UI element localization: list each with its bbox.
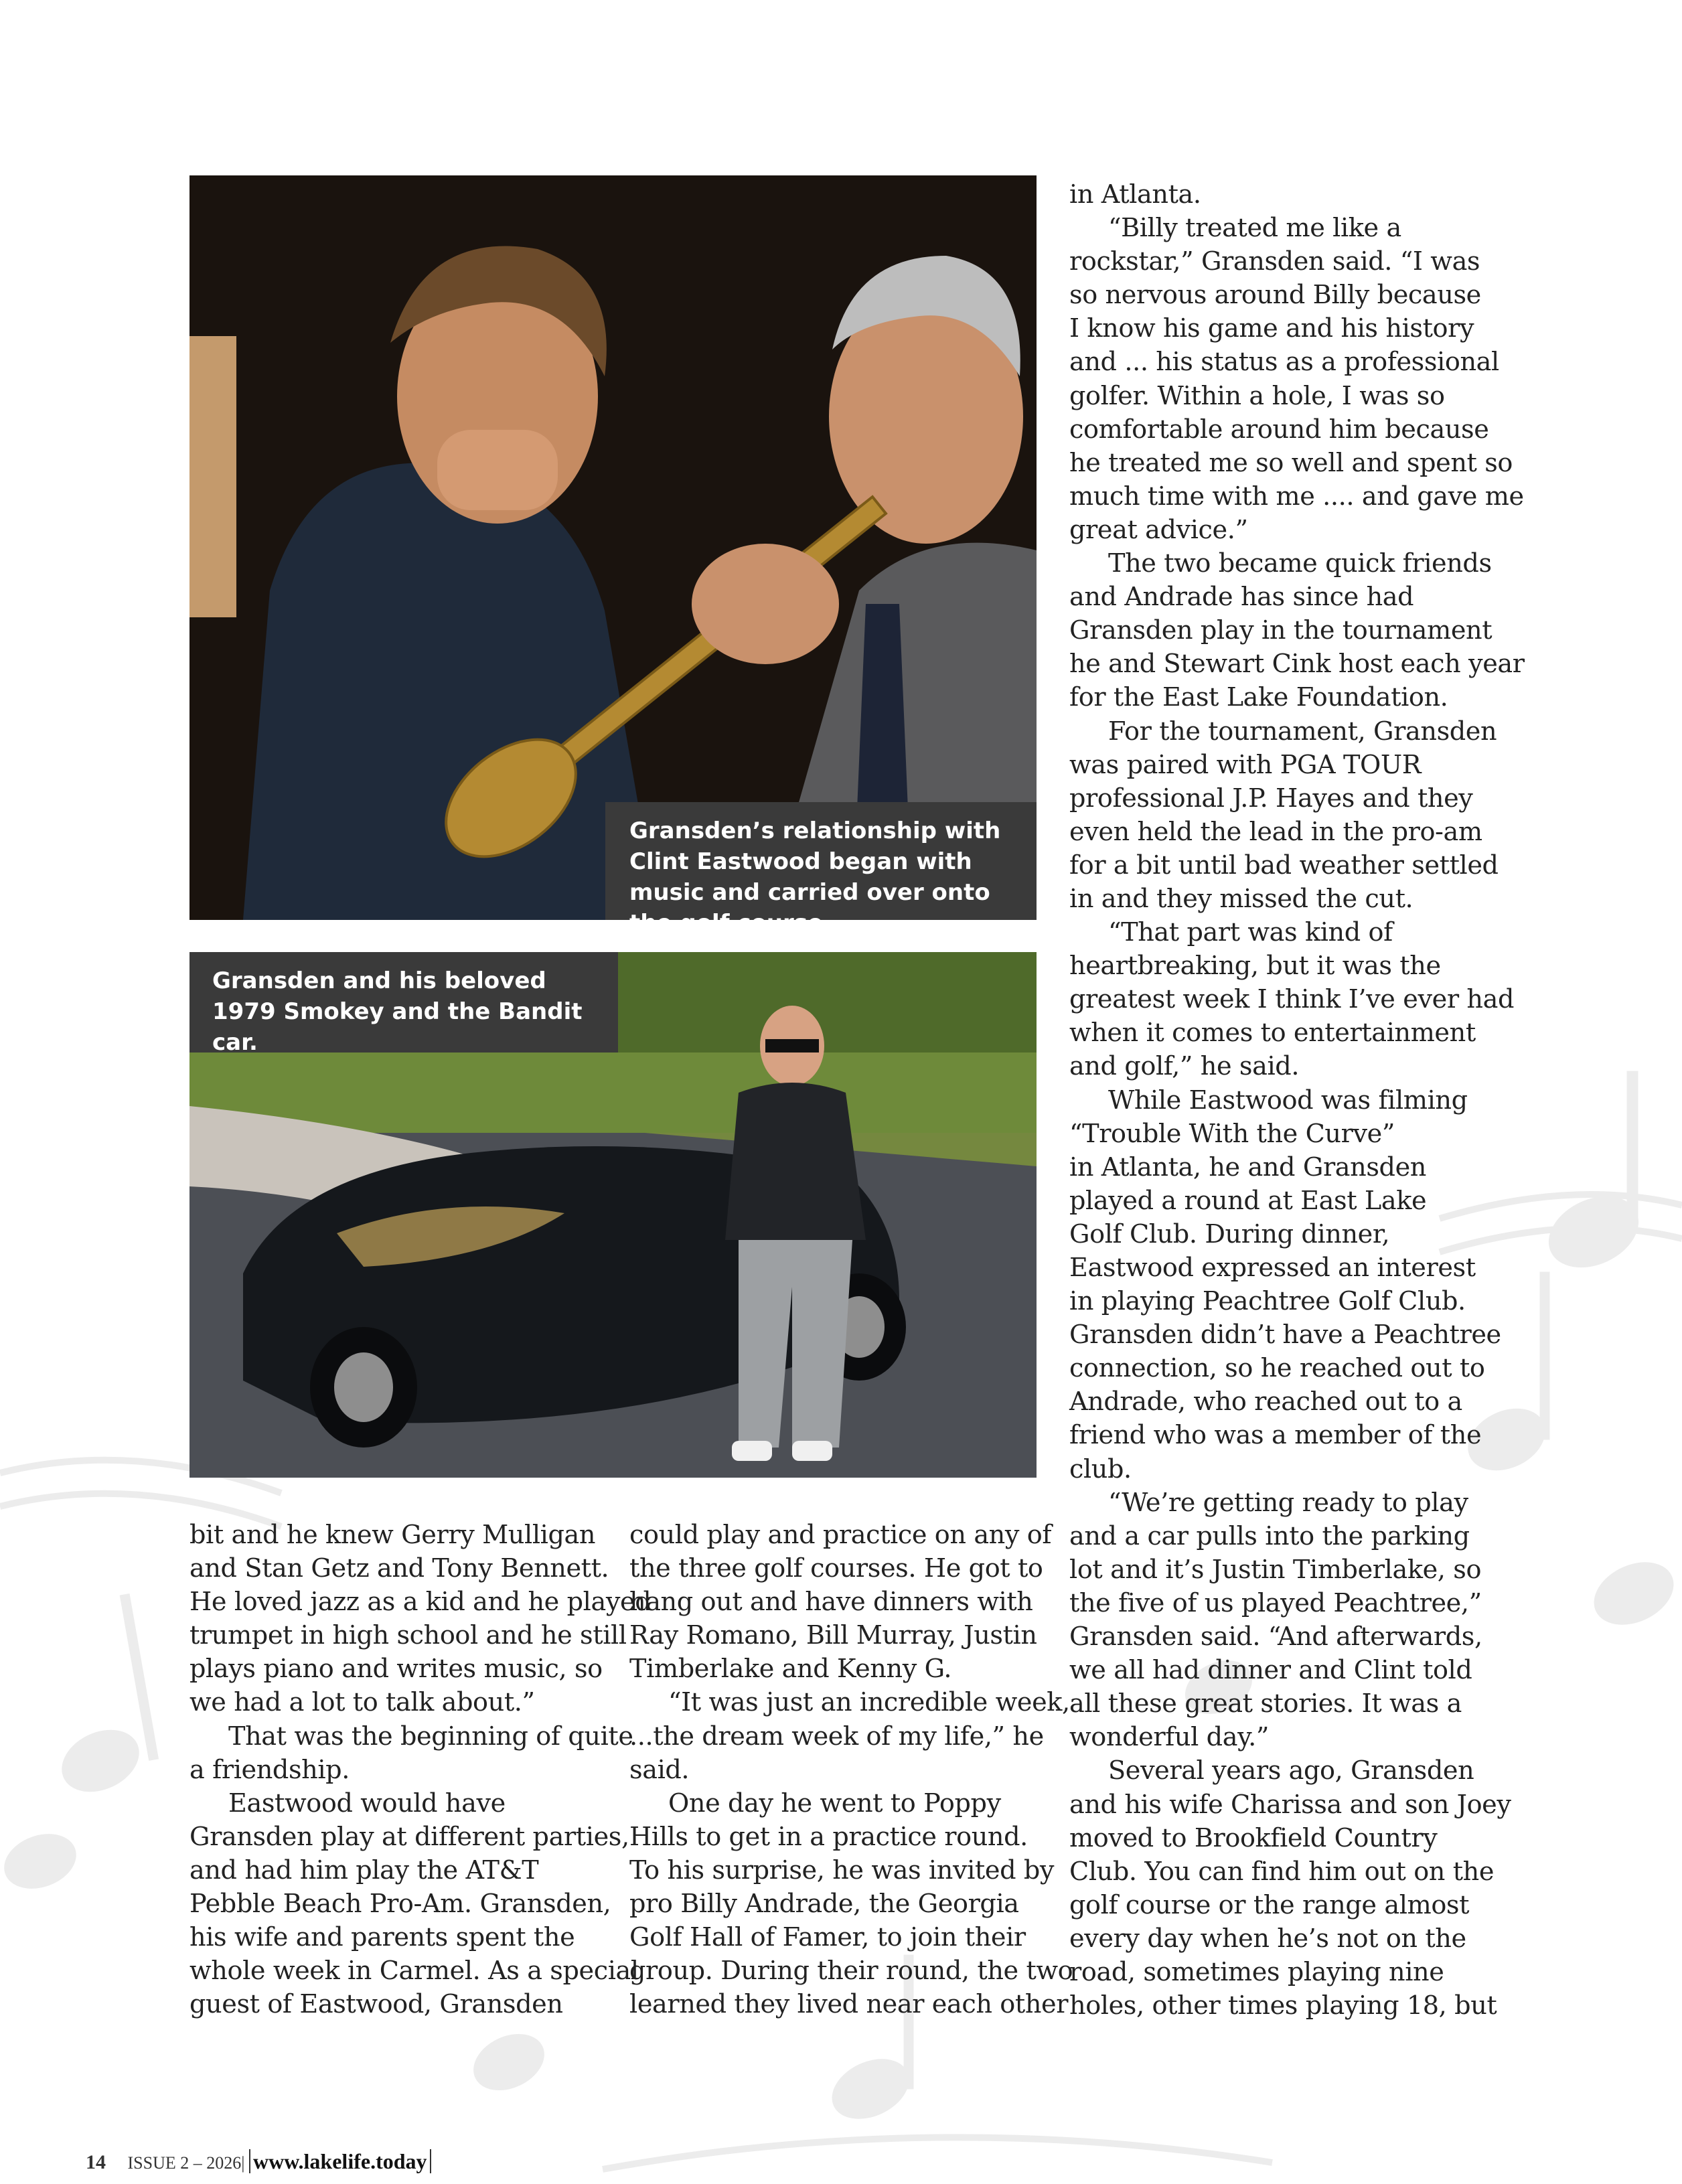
text-line: Ray Romano, Bill Murray, Justin [629, 1621, 1037, 1651]
article-column-3 [1069, 178, 1525, 2023]
website-link[interactable]: www.lakelife.today [249, 2149, 431, 2173]
text-line: That was the beginning of quite [228, 1721, 633, 1751]
text-line: plays piano and writes music, so [189, 1654, 603, 1685]
text-line: was paired with PGA TOUR [1069, 750, 1422, 780]
page-footer [86, 2149, 431, 2174]
text-line: and his wife Charissa and son Joey [1069, 1790, 1511, 1820]
text-line: his wife and parents spent the [189, 1923, 575, 1953]
text-line: lot and it’s Justin Timberlake, so [1069, 1555, 1482, 1585]
text-line: friend who was a member of the [1069, 1421, 1482, 1451]
text-line: whole week in Carmel. As a special [189, 1956, 639, 1986]
footer-separator: | [241, 2153, 245, 2173]
text-line: Timberlake and Kenny G. [629, 1654, 952, 1685]
text-line: Gransden didn’t have a Peachtree [1069, 1320, 1501, 1350]
text-line: ...the dream week of my life,” he [629, 1721, 1044, 1751]
text-line: Gransden said. “And afterwards, [1069, 1622, 1482, 1652]
text-line: holes, other times playing 18, but [1069, 1991, 1497, 2021]
text-line: played a round at East Lake [1069, 1186, 1427, 1216]
text-line: he treated me so well and spent so [1069, 448, 1513, 478]
text-line: so nervous around Billy because [1069, 281, 1481, 311]
text-line: every day when he’s not on the [1069, 1924, 1466, 1954]
text-line: bit and he knew Gerry Mulligan [189, 1520, 596, 1550]
text-line: and golf,” he said. [1069, 1052, 1300, 1082]
text-line: the three golf courses. He got to [629, 1554, 1043, 1584]
text-line: “That part was kind of [1108, 918, 1393, 948]
text-line: For the tournament, Gransden [1108, 716, 1497, 747]
text-line: when it comes to entertainment [1069, 1018, 1476, 1048]
text-line: rockstar,” Gransden said. “I was [1069, 247, 1480, 277]
text-line: professional J.P. Hayes and they [1069, 783, 1473, 813]
text-line: and had him play the AT&T [189, 1855, 539, 1885]
text-line: comfortable around him because [1069, 414, 1489, 445]
text-line: Gransden play at different parties, [189, 1822, 629, 1852]
text-line: “We’re getting ready to play [1108, 1488, 1468, 1518]
text-line: While Eastwood was filming [1108, 1085, 1468, 1115]
text-line: golf course or the range almost [1069, 1890, 1470, 1920]
text-line: in and they missed the cut. [1069, 884, 1413, 914]
text-line: for the East Lake Foundation. [1069, 683, 1448, 713]
photo-caption-top: Gransden’s relationship with Clint Eastwood began with music and carried over onto the golf course. [605, 802, 1037, 920]
text-line: Several years ago, Gransden [1108, 1756, 1474, 1786]
text-line: even held the lead in the pro-am [1069, 817, 1482, 847]
article-column-1 [189, 1518, 652, 2021]
page-number: 14 [86, 2151, 106, 2173]
text-line: he and Stewart Cink host each year [1069, 649, 1525, 680]
text-line: in playing Peachtree Golf Club. [1069, 1287, 1466, 1317]
text-line: a friendship. [189, 1755, 350, 1785]
text-line: in Atlanta. [1069, 180, 1201, 210]
text-line: hang out and have dinners with [629, 1587, 1033, 1618]
text-line: the five of us played Peachtree,” [1069, 1588, 1482, 1618]
text-line: pro Billy Andrade, the Georgia [629, 1889, 1019, 1920]
text-line: “Trouble With the Curve” [1069, 1119, 1395, 1149]
text-line: One day he went to Poppy [668, 1788, 1001, 1818]
text-line: Hills to get in a practice round. [629, 1822, 1028, 1852]
text-line: Eastwood would have [228, 1788, 506, 1818]
text-line: I know his game and his history [1069, 314, 1474, 344]
text-line: learned they lived near each other [629, 1990, 1069, 2020]
text-line: and a car pulls into the parking [1069, 1521, 1470, 1551]
text-line: Eastwood expressed an interest [1069, 1253, 1476, 1283]
text-line: guest of Eastwood, Gransden [189, 1990, 563, 2020]
text-line: trumpet in high school and he still [189, 1621, 627, 1651]
text-line: Gransden play in the tournament [1069, 616, 1493, 646]
text-line: heartbreaking, but it was the [1069, 951, 1441, 982]
text-line: wonderful day.” [1069, 1723, 1270, 1753]
text-line: Golf Hall of Famer, to join their [629, 1923, 1026, 1953]
text-line: club. [1069, 1454, 1132, 1484]
text-line: we all had dinner and Clint told [1069, 1656, 1472, 1686]
text-line: great advice.” [1069, 515, 1248, 545]
text-line: and Stan Getz and Tony Bennett. [189, 1554, 609, 1584]
text-line: said. [629, 1755, 690, 1785]
text-line: group. During their round, the two [629, 1956, 1073, 1986]
text-line: for a bit until bad weather settled [1069, 850, 1499, 880]
issue-label: ISSUE 2 – 2026 [127, 2153, 242, 2173]
text-line: Andrade, who reached out to a [1069, 1387, 1462, 1417]
text-line: Pebble Beach Pro-Am. Gransden, [189, 1889, 611, 1920]
text-line: The two became quick friends [1108, 549, 1492, 579]
text-line: “Billy treated me like a [1108, 214, 1401, 244]
photo-caption-bottom: Gransden and his beloved 1979 Smokey and the Bandit car. [189, 952, 618, 1052]
text-line: “It was just an incredible week, [668, 1688, 1070, 1718]
text-line: all these great stories. It was a [1069, 1689, 1462, 1719]
text-line: much time with me .... and gave me [1069, 481, 1524, 512]
text-line: greatest week I think I’ve ever had [1069, 985, 1515, 1015]
text-line: Club. You can find him out on the [1069, 1857, 1495, 1887]
text-line: could play and practice on any of [629, 1520, 1052, 1550]
text-line: in Atlanta, he and Gransden [1069, 1152, 1426, 1182]
text-line: and ... his status as a professional [1069, 347, 1499, 378]
text-line: Golf Club. During dinner, [1069, 1219, 1390, 1249]
text-line: connection, so he reached out to [1069, 1354, 1485, 1384]
text-line: moved to Brookfield Country [1069, 1823, 1438, 1853]
article-column-2 [629, 1518, 1073, 2021]
text-line: golfer. Within a hole, I was so [1069, 381, 1445, 411]
text-line: He loved jazz as a kid and he played [189, 1587, 652, 1618]
text-line: and Andrade has since had [1069, 582, 1414, 613]
text-line: To his surprise, he was invited by [629, 1855, 1055, 1885]
text-line: we had a lot to talk about.” [189, 1688, 535, 1718]
text-line: road, sometimes playing nine [1069, 1957, 1444, 1987]
